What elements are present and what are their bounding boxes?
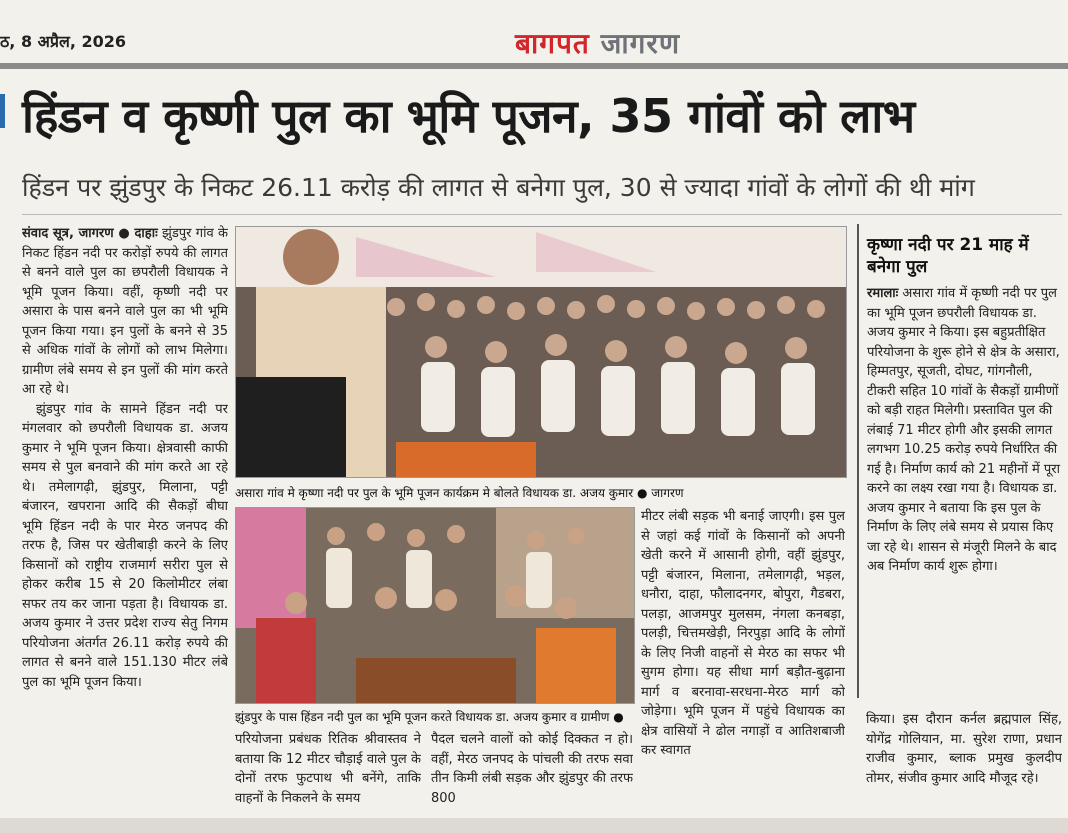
sidebar-text: असारा गांव में कृष्णी नदी पर पुल का भूमि पूजन छपरौली विधायक डा. अजय कुमार ने किया। इस बहुप्रतीक्षित परियोजना के शुरू होने से क्षेत्र के असारा, हिम्मतपुर, सूजती, दोघट, गांगनौली, टीकरी सहित 10 गांवों के सैकड़ों ग्रामीणों को बड़ी राहत मिलेगी। प्रस्तावित पुल की लंबाई 71 मीटर होगी और इसकी लागत लगभग 10.25 करोड़ रुपये निर्धारित की गई है। निर्माण कार्य को 21 महीनों में पूरा करने का लक्ष्य रखा गया है। विधायक डा. अजय कुमार ने बताया कि इस पुल के निर्माण के लिए लंबे समय से प्रयास किए जा रहे थे। शासन से मंजूरी मिलने के बाद अब निर्माण कार्य शुरू होगा। bbox=[867, 286, 1060, 574]
article-column-final: किया। इस दौरान कर्नल ब्रह्मपाल सिंह, योगेंद्र गोलियान, मा. सुरेश राणा, प्रधान राजीव कुमार, ब्लाक प्रमुख कुलदीप तोमर, संजीव कुमार आदि मौजूद रहे। bbox=[866, 712, 1062, 786]
article-column-right: मीटर लंबी सड़क भी बनाई जाएगी। इस पुल से जहां कई गांवों के किसानों को अपनी खेती करने में आसानी होगी, वहीं झुंडपुर, पट्टी बंजारन, मिलाना, तमेलागढ़ी, भड़ल, धनौरा, दाहा, फौलादनगर, बोपुरा, गैडबरा, पलड़ा, आजमपुर मुलसम, नंगला कनबड़ा, पलड़ी, चित्तमखेड़ी, निरपुड़ा आदि के लोगों के लिए निजी वाहनों से मेरठ का सफर भी सुगम होगा। यह सीधा मार्ग बड़ौत-बुढ़ाना मार्ग व बरनावा-सरधना-मेरठ मार्ग को जोड़ेगा। भूमि पूजन में पहुंचे विधायक का क्षेत्र वासियों ने ढोल नगाड़ों व आतिशबाजी कर स्वागत bbox=[641, 509, 845, 758]
masthead-rule bbox=[0, 63, 1068, 69]
photo-crowd-illustration bbox=[236, 227, 846, 477]
subheadline: हिंडन पर झुंडपुर के निकट 26.11 करोड़ की लागत से बनेगा पुल, 30 से ज्यादा गांवों के लोगों की थी मांग bbox=[22, 173, 975, 202]
edition-date: ठ, 8 अप्रैल, 2026 bbox=[0, 32, 127, 51]
photo-ceremony-illustration bbox=[236, 508, 634, 703]
article-paragraph bbox=[22, 224, 228, 400]
sidebar-title: कृष्णा नदी पर 21 माह में बनेगा पुल bbox=[867, 235, 1029, 277]
article-column-2: परियोजना प्रबंधक रितिक श्रीवास्तव ने बताया कि 12 मीटर चौड़ाई वाले पुल के दोनों तरफ फुटपाथ भी बनेंगे, ताकि वाहनों के निकलने के समय bbox=[235, 732, 421, 806]
photo-bhoomi-pujan bbox=[235, 507, 635, 704]
article-paragraph: झुंडपुर गांव के सामने हिंडन नदी पर मंगलवार को छपरौली विधायक डा. अजय कुमार ने भूमि पूजन किया। क्षेत्रवासी काफी समय से पुल बनवाने की मांग करते आ रहे थे। तमेलागढ़ी, झुंडपुर, मिलाना, पट्टी बंजारन, खपराना आदि की सैकड़ों बीघा भूमि हिंडन नदी के पार मेरठ जनपद की तरफ है, जिस पर खेतीबाड़ी करने के लिए किसानों को राष्ट्रीय राजमार्ग सरीरा पुल से होकर करीब 15 से 20 किलोमीटर लंबा सफर तय कर जाना पड़ता है। विधायक डा. अजय कुमार ने उत्तर प्रदेश राज्य सेतु निगम परियोजना अंतर्गत 26.11 करोड़ रुपये की लागत से बनने वाले 151.130 मीटर लंबे पुल का भूमि पूजन किया। bbox=[22, 401, 228, 690]
article-column-1 bbox=[22, 224, 228, 814]
photo-caption-1: असारा गांव मे कृष्णा नदी पर पुल के भूमि पूजन कार्यक्रम मे बोलते विधायक डा. अजय कुमार ● जागरण bbox=[235, 486, 684, 500]
sidebar-story bbox=[857, 224, 1061, 698]
headline: हिंडन व कृष्णी पुल का भूमि पूजन, 35 गांवों को लाभ bbox=[22, 89, 915, 143]
sidebar-body bbox=[867, 284, 1061, 577]
brand-gray-word: जागरण bbox=[600, 27, 681, 60]
sidebar-dateline: रमालाः bbox=[867, 286, 899, 301]
photo-mla-speaking bbox=[235, 226, 847, 478]
newspaper-brand bbox=[515, 24, 680, 62]
article-column-3: पैदल चलने वालों को कोई दिक्कत न हो। वहीं, मेरठ जनपद के पांचली की तरफ सवा तीन किमी लंबी सड़क और झुंडपुर की तरफ 800 bbox=[431, 732, 633, 806]
section-marker bbox=[0, 94, 5, 128]
photo-caption-2: झुंडपुर के पास हिंडन नदी पुल का भूमि पूजन करते विधायक डा. अजय कुमार व ग्रामीण ● bbox=[235, 710, 624, 724]
brand-red-word: बागपत bbox=[515, 27, 590, 60]
article-text: झुंडपुर गांव के निकट हिंडन नदी पर करोड़ों रुपये की लागत से बनने वाले पुल का छपरौली विधायक ने भूमि पूजन किया। वहीं, कृष्णी नदी पर असारा के पास बनने वाले पुल का भी भूमि पूजन किया गया। इन पुलों के बनने से 35 से अधिक गांवों के लोगों को लाभ मिलेगा। ग्रामीण लंबे समय से इन पुलों की मांग करते आ रहे थे। bbox=[22, 226, 228, 397]
next-story-strip bbox=[0, 818, 1068, 833]
byline: संवाद सूत्र, जागरण ● दाहाः bbox=[22, 226, 158, 241]
headline-divider bbox=[22, 214, 1062, 215]
